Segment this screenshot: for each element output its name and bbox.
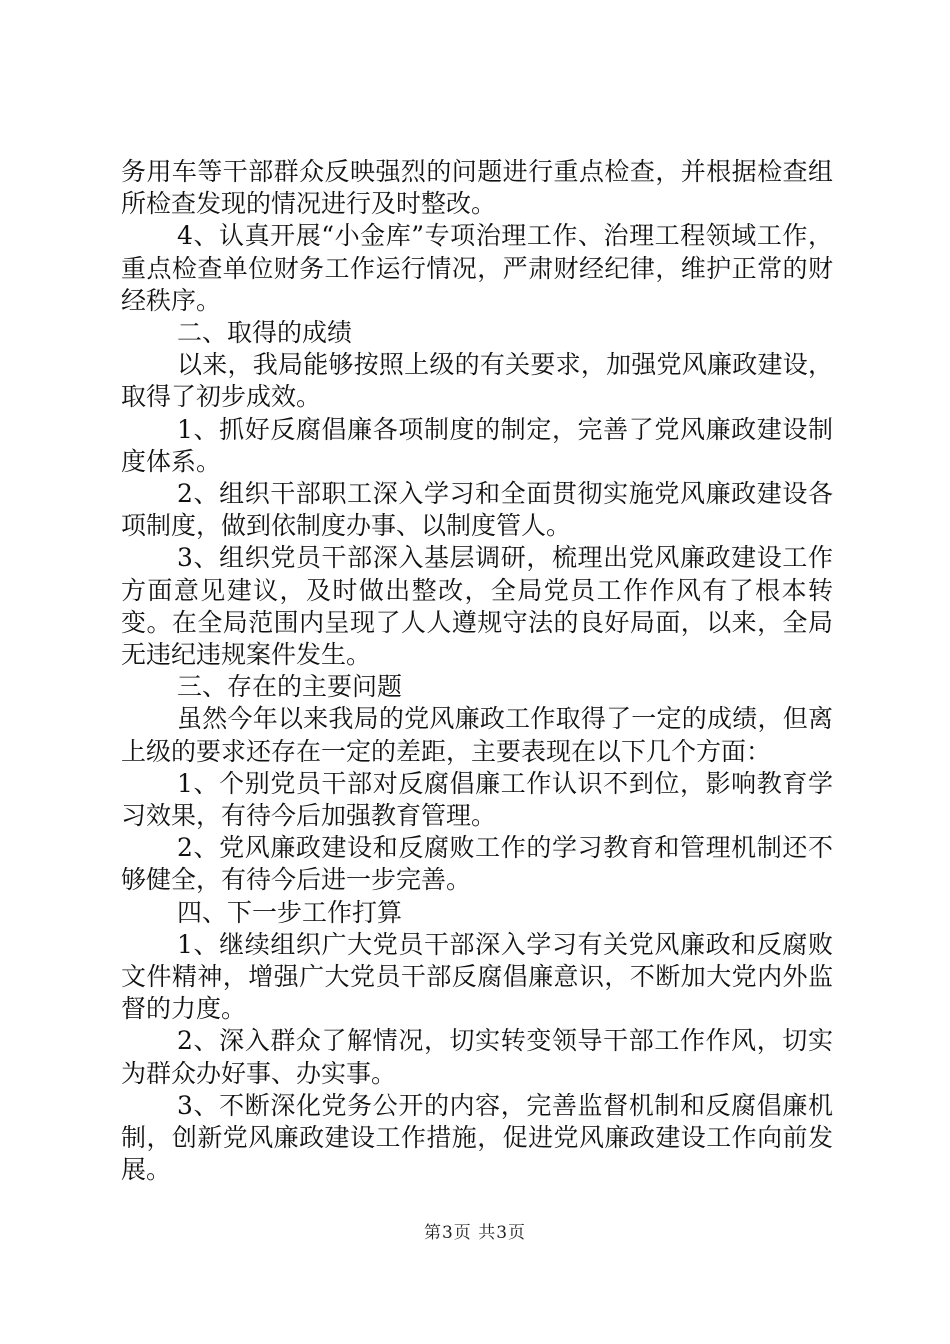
paragraph-problem-1: 1、个别党员干部对反腐倡廉工作认识不到位，影响教育学习效果，有待今后加强教育管理。 xyxy=(121,768,833,831)
section-heading-problems: 三、存在的主要问题 xyxy=(177,672,403,702)
section-heading-achievements: 二、取得的成绩 xyxy=(177,318,353,348)
paragraph-problem-2: 2、党风廉政建设和反腐败工作的学习教育和管理机制还不够健全，有待今后进一步完善。 xyxy=(121,833,833,895)
paragraph-achievement-3: 3、组织党员干部深入基层调研，梳理出党风廉政建设工作方面意见建议，及时做出整改，全局党员工作作风有了根本转变。在全局范围内呈现了人人遵规守法的良好局面，以来，全局无违纪违规案件发生。 xyxy=(121,543,833,670)
paragraph-next-step-2: 2、深入群众了解情况，切实转变领导干部工作作风，切实为群众办好事、办实事。 xyxy=(121,1026,833,1088)
document-body xyxy=(121,156,833,1187)
section-heading-next-steps: 四、下一步工作打算 xyxy=(177,897,403,927)
paragraph-next-step-3: 3、不断深化党务公开的内容，完善监督机制和反腐倡廉机制，创新党风廉政建设工作措施，促进党风廉政建设工作向前发展。 xyxy=(121,1090,833,1185)
paragraph-continuation: 务用车等干部群众反映强烈的问题进行重点检查，并根据检查组所检查发现的情况进行及时整改。 xyxy=(121,157,833,219)
paragraph-achievement-1: 1、抓好反腐倡廉各项制度的制定，完善了党风廉政建设制度体系。 xyxy=(121,414,833,476)
paragraph-achievements-intro: 以来，我局能够按照上级的有关要求，加强党风廉政建设，取得了初步成效。 xyxy=(121,350,833,412)
paragraph-problems-intro: 虽然今年以来我局的党风廉政工作取得了一定的成绩，但离上级的要求还存在一定的差距，主要表现在以下几个方面： xyxy=(121,704,833,766)
page-number-footer: 第3页 共3页 xyxy=(423,1223,527,1243)
paragraph-achievement-2: 2、组织干部职工深入学习和全面贯彻实施党风廉政建设各项制度，做到依制度办事、以制度管人。 xyxy=(121,479,833,541)
paragraph-next-step-1: 1、继续组织广大党员干部深入学习有关党风廉政和反腐败文件精神，增强广大党员干部反腐倡廉意识，不断加大党内外监督的力度。 xyxy=(121,929,833,1024)
paragraph-item-4: 4、认真开展“小金库”专项治理工作、治理工程领域工作，重点检查单位财务工作运行情况，严肃财经纪律，维护正常的财经秩序。 xyxy=(121,221,833,315)
